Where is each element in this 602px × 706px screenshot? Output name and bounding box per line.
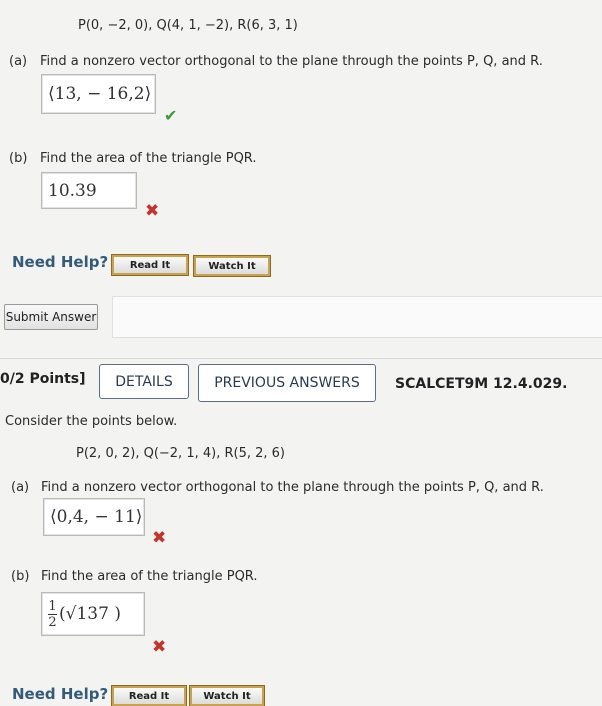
part-a-label-1: (a)	[9, 54, 28, 69]
fraction-one-half	[48, 600, 57, 629]
part-a-label-2: (a)	[11, 480, 30, 495]
need-help-label-1: Need Help?	[12, 253, 109, 271]
submit-answer-button[interactable]: Submit Answer	[4, 304, 98, 330]
answer-field-1a[interactable]	[41, 74, 156, 114]
answer-value-2a: ⟨0,4, − 11⟩	[50, 507, 143, 527]
part-b-question-2: Find the area of the triangle PQR.	[41, 569, 258, 584]
cross-icon: ✖	[145, 201, 160, 221]
fraction-denominator: 2	[48, 614, 57, 630]
watch-it-button-2[interactable]: Watch It	[190, 686, 264, 706]
part-a-question-1: Find a nonzero vector orthogonal to the plane through the points P, Q, and R.	[40, 54, 543, 69]
points-line-2: P(2, 0, 2), Q(−2, 1, 4), R(5, 2, 6)	[76, 446, 285, 461]
answer-field-1b[interactable]	[41, 172, 137, 209]
previous-answers-button[interactable]: PREVIOUS ANSWERS	[198, 364, 376, 402]
answer-value-1b: 10.39	[48, 180, 97, 201]
problem-code: SCALCET9M 12.4.029.	[395, 376, 568, 392]
read-it-button-1[interactable]: Read It	[112, 255, 188, 275]
points-line-1: P(0, −2, 0), Q(4, 1, −2), R(6, 3, 1)	[78, 18, 298, 33]
part-b-label-1: (b)	[9, 151, 28, 166]
problem-intro: Consider the points below.	[5, 414, 178, 429]
cross-icon: ✖	[152, 528, 167, 548]
points-score: 0/2 Points]	[0, 371, 86, 387]
answer-field-2b[interactable]	[41, 592, 145, 636]
fraction-numerator: 1	[48, 598, 57, 614]
answer-value-2b: (√137 )	[59, 604, 121, 624]
part-a-question-2: Find a nonzero vector orthogonal to the plane through the points P, Q, and R.	[41, 480, 544, 495]
part-b-question-1: Find the area of the triangle PQR.	[40, 151, 257, 166]
read-it-button-2[interactable]: Read It	[112, 686, 186, 706]
answer-field-2a[interactable]	[43, 498, 145, 536]
problem-divider	[0, 358, 602, 359]
answer-value-1a: ⟨13, − 16,2⟩	[48, 84, 152, 104]
details-button[interactable]: DETAILS	[99, 364, 189, 399]
submit-message-area	[112, 296, 602, 338]
cross-icon: ✖	[152, 637, 167, 657]
watch-it-button-1[interactable]: Watch It	[194, 256, 270, 276]
check-icon: ✔	[164, 106, 178, 125]
part-b-label-2: (b)	[11, 569, 30, 584]
need-help-label-2: Need Help?	[12, 685, 109, 703]
